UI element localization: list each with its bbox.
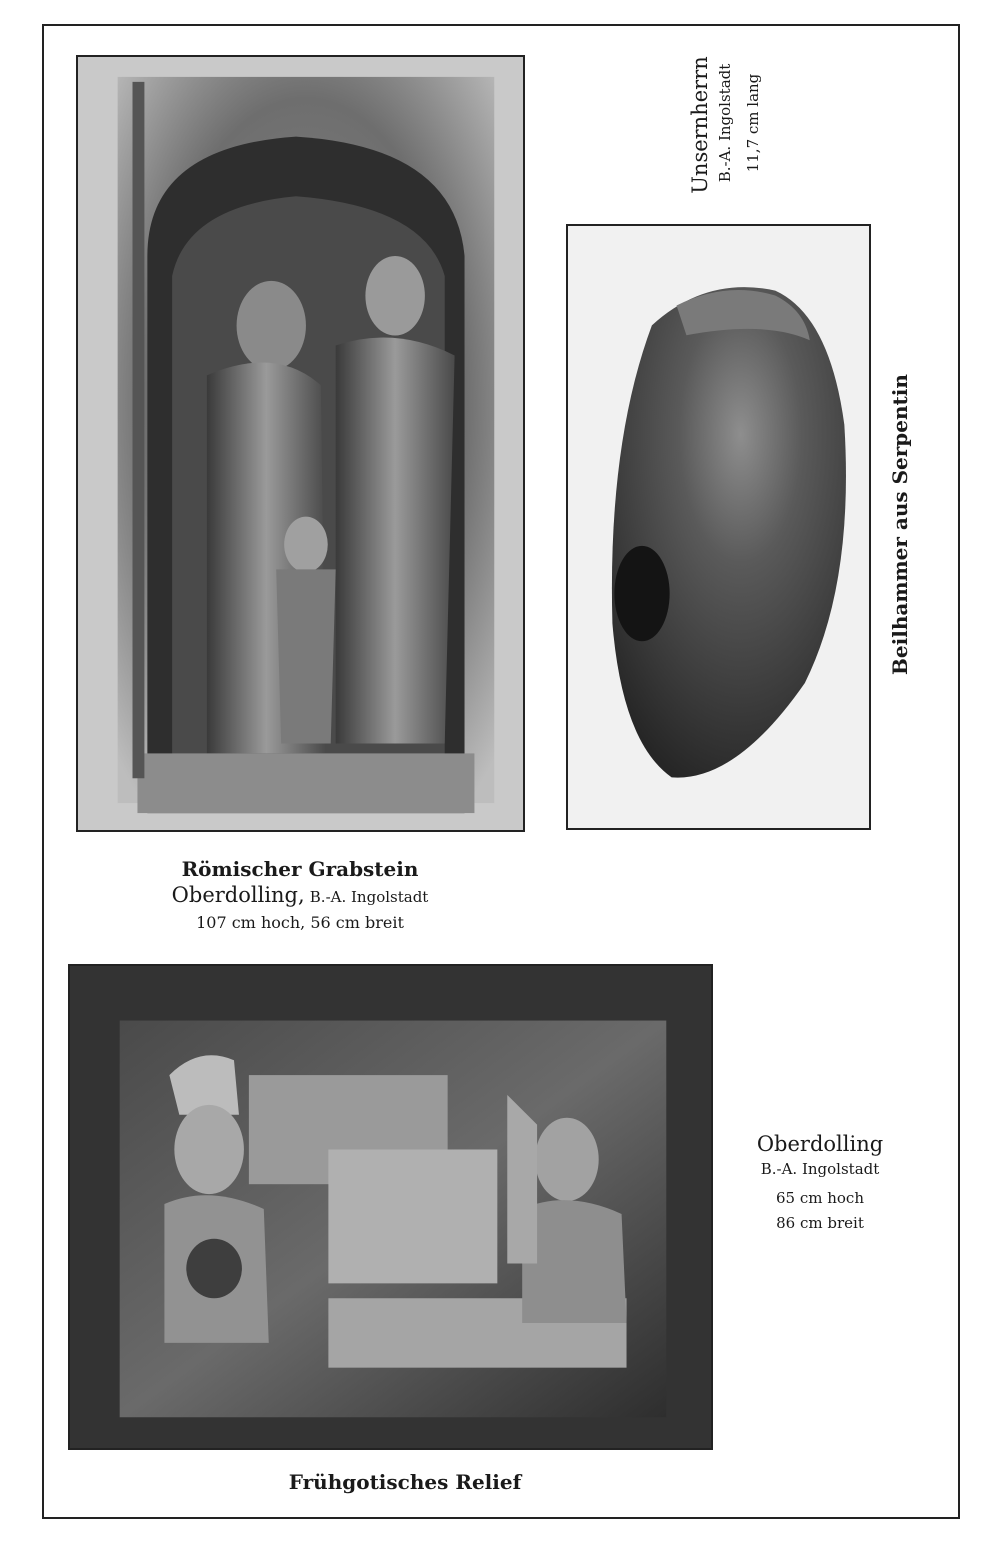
caption-relief-title: Frühgotisches Relief — [288, 1470, 522, 1494]
caption-place: Oberdolling, — [171, 883, 305, 907]
caption-district: B.-A. Ingolstadt — [309, 888, 429, 906]
caption-title: Römischer Grabstein — [181, 857, 419, 881]
photo-early-gothic-relief — [68, 964, 713, 1450]
caption-relief-width: 86 cm breit — [776, 1214, 864, 1232]
caption-place-line — [130, 882, 470, 910]
caption-axe-title: Beilhammer aus Serpentin — [888, 374, 912, 675]
caption-axe-length: 11,7 cm lang — [744, 73, 762, 173]
caption-relief-info — [735, 1132, 905, 1236]
caption-relief-district: B.-A. Ingolstadt — [760, 1160, 880, 1178]
photo-roman-gravestone — [76, 55, 525, 832]
caption-relief-place: Oberdolling — [756, 1132, 884, 1156]
caption-dimensions: 107 cm hoch, 56 cm breit — [196, 913, 404, 932]
caption-roman-gravestone — [130, 856, 470, 936]
caption-relief-height: 65 cm hoch — [775, 1189, 864, 1207]
photo-axe-hammer — [566, 224, 871, 830]
caption-axe-district: B.-A. Ingolstadt — [716, 63, 734, 183]
caption-axe-place: Unsernherrn — [688, 56, 712, 194]
